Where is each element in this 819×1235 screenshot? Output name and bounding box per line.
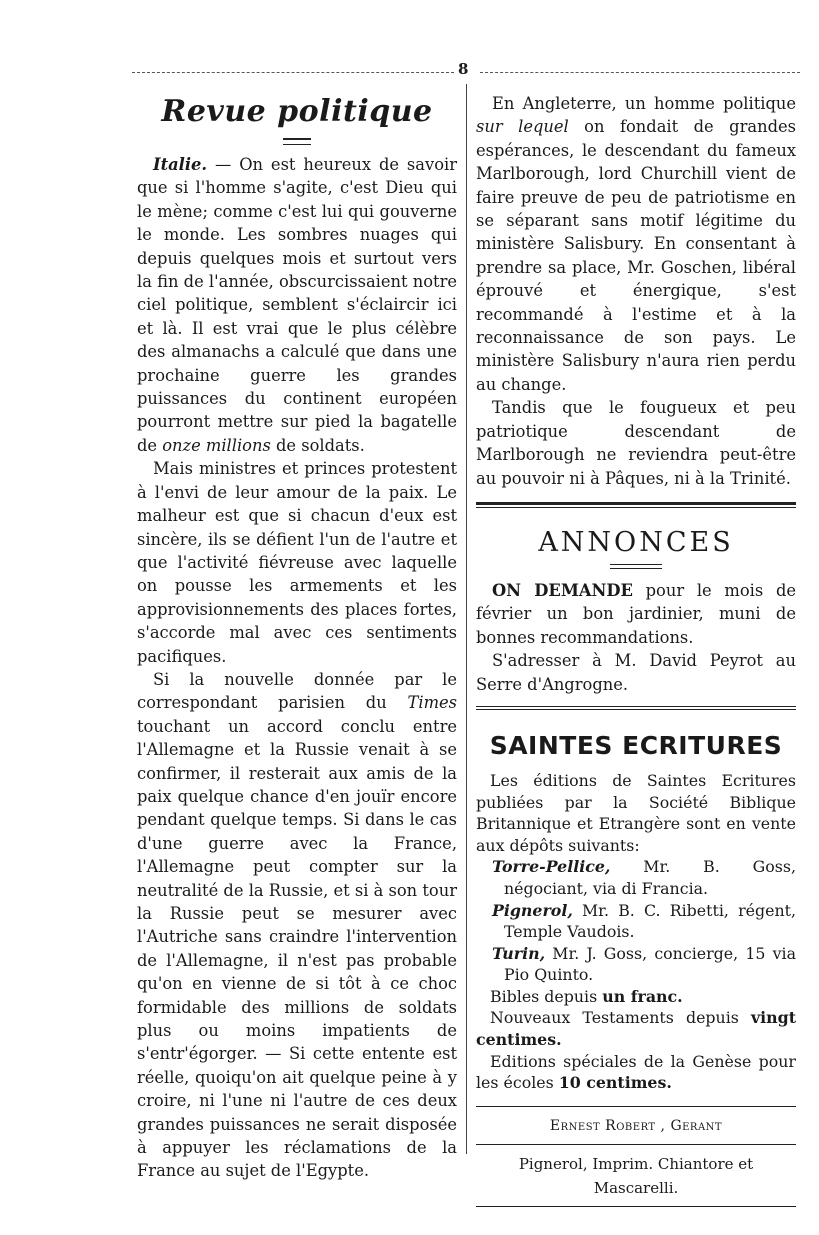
annonces-separator	[476, 706, 796, 710]
bibles-price: Bibles depuis un franc.	[490, 986, 683, 1006]
top-rule-right	[480, 72, 800, 73]
annonce-body	[476, 579, 796, 696]
paragraph-nouvelle: Si la nouvelle donnée par le correspondant parisien du Times touchant un accord conclu entre l'Allemagne et la Russie venait à se confirmer, il resterait aux amis de la paix quelque chance d'en jouïr encore pendant quelque temps. Si dans le cas d'une guerre avec la France, l'Allemagne peut compter sur la neutralité de la Russie, et si à son tour la Russie peut se mesurer avec l'Autriche sans craindre l'intervention de l'Allemagne, il n'est pas probable qu'on en vienne de si tôt à ce choc formidable des millions de soldats plus ou moins impatients de s'entr'égorger. — Si cette entente est réelle, quoiqu'on ait quelque peine à y croire, ni l'une ni l'autre de ces deux grandes puissances ne serait disposée à appuyer les réclamations de la France au sujet de l'Egypte.	[137, 669, 457, 1181]
depot-entry: Pignerol, Mr. B. C. Ribetti, régent, Temple Vaudois.	[492, 900, 796, 942]
depot-entry: Torre-Pellice, Mr. B. Goss, négociant, via di Francia.	[492, 857, 796, 898]
lead-italie: Italie.	[153, 155, 208, 174]
paragraph-ministres: Mais ministres et princes protestent à l'envi de leur amour de la paix. Le malheur est que si chacun d'eux est sincère, ils se défient l'un de l'autre et que l'activité fiévreuse avec laquelle on pousse les armements et les approvisionnements des places fortes, s'accorde mal avec ces sentiments pacifiques.	[137, 459, 457, 666]
annonces-title: ANNONCES	[538, 526, 734, 558]
ecritures-intro: Les éditions de Saintes Ecritures publiées par la Société Biblique Britannique et Etrangère sont en vente aux dépôts suivants:	[476, 770, 796, 855]
page-number: 8	[458, 60, 469, 78]
paragraph-tandis: Tandis que le fougueux et peu patriotique descendant de Marlborough ne reviendra peut-être au pouvoir ni à Pâques, ni à la Trinité.	[476, 398, 796, 488]
column-divider	[466, 84, 467, 1154]
gerant-line: Ernest Robert , Gerant	[549, 1117, 723, 1134]
imprint-rule-bottom	[476, 1206, 796, 1207]
paragraph-angleterre: En Angleterre, un homme politique sur lequel on fondait de grandes espérances, le descendant du fameux Marlborough, lord Churchill vient de faire preuve de peu de patriotisme en se séparant sans motif légitime du ministère Salisbury. En consentant à prendre sa place, Mr. Goschen, libéral éprouvé et énergique, s'est recommandé à l'estime et à la reconnaissance de son pays. Le ministère Salisbury n'aura rien perdu au change.	[476, 94, 796, 394]
ecritures-title: SAINTES ECRITURES	[489, 730, 783, 760]
paragraph-italie: Italie. — On est heureux de savoir que si l'homme s'agite, c'est Dieu qui le mène; comme c'est lui qui gouverne le monde. Les sombres nuages qui depuis quelques mois et surtout vers la fin de l'année, obscurcissaient notre ciel politique, semblent s'éclaircir ici et là. Il est vrai que le plus célèbre des almanachs a calculé que dans une prochaine guerre les grandes puissances du continent européen pourront mettre sur pied la bagatelle de onze millions de soldats.	[137, 155, 457, 455]
annonce-demande: ON DEMANDE pour le mois de février un bon jardinier, muni de bonnes recommandations.	[476, 580, 797, 647]
nt-price: Nouveaux Testaments depuis vingt centimes.	[476, 1008, 796, 1050]
top-rule-left	[132, 72, 454, 73]
title-rule	[283, 138, 311, 145]
depot-entry: Turin, Mr. J. Goss, concierge, 15 via Pio Quinto.	[492, 943, 796, 985]
left-column	[137, 92, 457, 1183]
ecritures-body	[476, 770, 796, 1094]
section-title-revue-politique: Revue politique	[161, 94, 433, 129]
right-column	[476, 92, 796, 1207]
imprint-line: Pignerol, Imprim. Chiantore et Mascarelli.	[518, 1155, 754, 1197]
annonce-address: S'adresser à M. David Peyrot au Serre d'Angrogne.	[476, 651, 796, 694]
genese-price: Editions spéciales de la Genèse pour les écoles 10 centimes.	[476, 1051, 796, 1093]
imprint-rule-top	[476, 1144, 796, 1145]
annonces-rule	[610, 564, 662, 569]
gerant-rule	[476, 1106, 796, 1107]
section-separator	[476, 502, 796, 508]
